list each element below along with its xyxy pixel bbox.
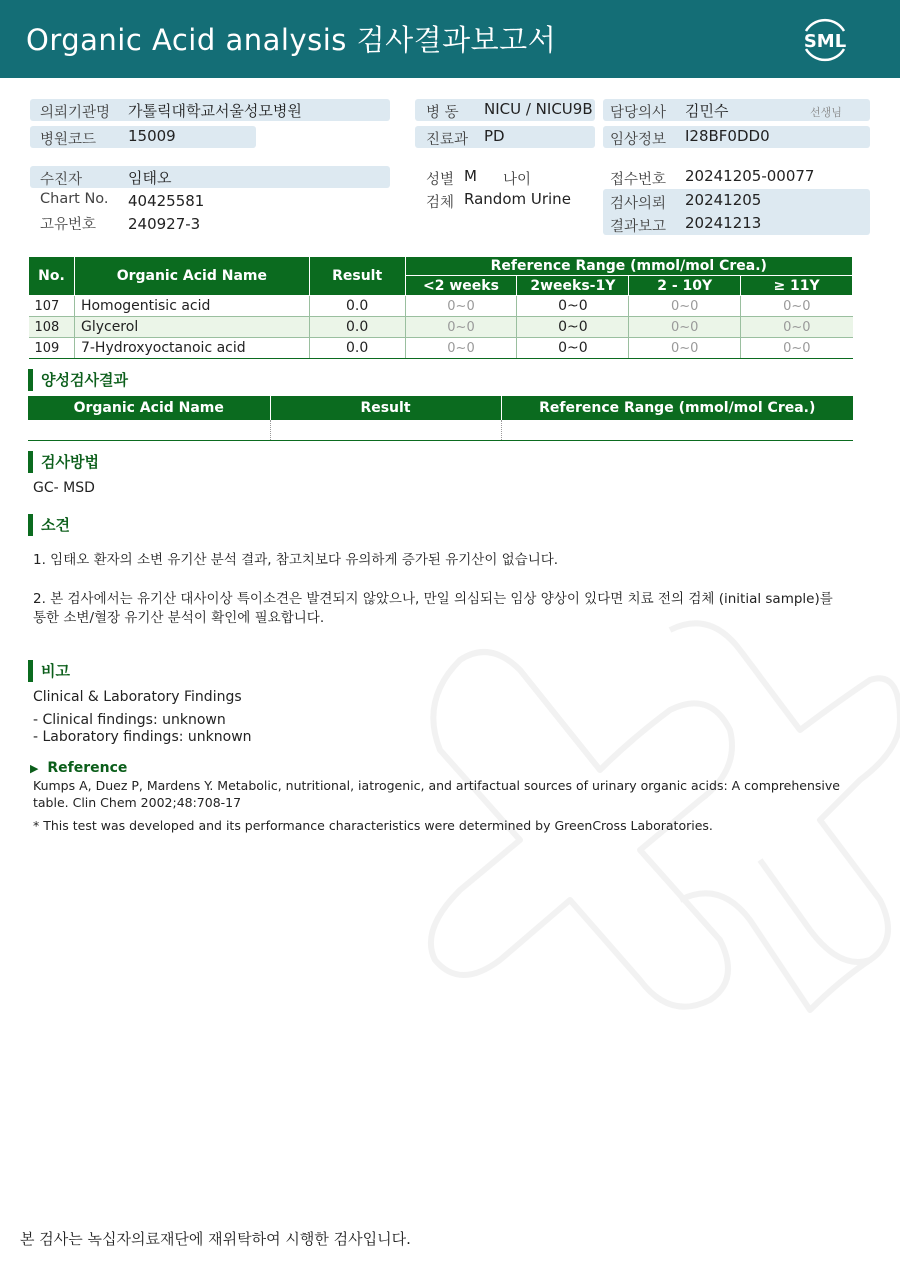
row-r4: 0~0: [741, 296, 853, 317]
receipt-value: 20241205-00077: [685, 167, 815, 185]
dept-label: 진료과: [426, 132, 469, 148]
col-no-header: No.: [29, 257, 75, 296]
doctor-value: 김민수: [685, 102, 729, 120]
reference-note: * This test was developed and its performance characteristics were determined by GreenCross Laboratories.: [33, 818, 713, 833]
reference-heading-text: Reference: [47, 760, 128, 776]
col-r4-header: ≥ 11Y: [741, 276, 853, 296]
footer-text: 본 검사는 녹십자의료재단에 재위탁하여 시행한 검사입니다.: [20, 1230, 411, 1248]
col-reference-header: Reference Range (mmol/mol Crea.): [405, 257, 852, 276]
triangle-bullet-icon: ▶: [30, 762, 39, 775]
chart-label: Chart No.: [40, 191, 109, 207]
row-r1: 0~0: [405, 338, 517, 359]
patient-value: 임태오: [128, 169, 172, 187]
clinical-label: 임상정보: [610, 132, 667, 148]
ward-value: NICU / NICU9B: [484, 100, 593, 118]
report-title: Organic Acid analysis 검사결과보고서: [26, 23, 557, 57]
hospital-code-label: 병원코드: [40, 132, 97, 148]
row-r3: 0~0: [629, 296, 741, 317]
row-r2: 0~0: [517, 338, 629, 359]
positive-name-header: Organic Acid Name: [28, 396, 270, 420]
row-r3: 0~0: [629, 338, 741, 359]
opinion-line1: 1. 임태오 환자의 소변 유기산 분석 결과, 참고치보다 유의하게 증가된 유기산이 없습니다.: [33, 552, 559, 568]
row-r4: 0~0: [741, 338, 853, 359]
positive-table: [28, 396, 853, 441]
method-text: GC- MSD: [33, 480, 95, 496]
table-row: [29, 338, 853, 359]
col-r2-header: 2weeks-1Y: [517, 276, 629, 296]
positive-heading: 양성검사결과: [28, 369, 128, 391]
row-name: Homogentisic acid: [74, 296, 309, 317]
positive-result-header: Result: [270, 396, 501, 420]
row-r2: 0~0: [517, 296, 629, 317]
opinion-heading: 소견: [28, 514, 70, 536]
table-row: [29, 317, 853, 338]
row-no: 109: [29, 338, 75, 359]
remarks-clinical: - Clinical findings: unknown: [33, 712, 226, 728]
row-no: 107: [29, 296, 75, 317]
remarks-heading: 비고: [28, 660, 70, 682]
reference-line1: Kumps A, Duez P, Mardens Y. Metabolic, nutritional, iatrogenic, and artifactual sources of urinary organic acids: A comprehensive: [33, 778, 840, 793]
row-result: 0.0: [309, 317, 405, 338]
row-r1: 0~0: [405, 296, 517, 317]
request-label: 검사의뢰: [610, 196, 667, 212]
institution-value: 가톨릭대학교서울성모병원: [128, 102, 302, 120]
row-no: 108: [29, 317, 75, 338]
row-name: 7-Hydroxyoctanoic acid: [74, 338, 309, 359]
table-row: [29, 296, 853, 317]
chart-value: 40425581: [128, 192, 205, 210]
col-r3-header: 2 - 10Y: [629, 276, 741, 296]
patient-box: [30, 166, 390, 188]
request-value: 20241205: [685, 191, 762, 209]
watermark-cross-icon: [340, 600, 900, 1160]
receipt-label: 접수번호: [610, 172, 667, 188]
specimen-value: Random Urine: [464, 190, 571, 208]
age-label: 나이: [503, 172, 532, 188]
report-header: [0, 0, 900, 78]
remarks-laboratory: - Laboratory findings: unknown: [33, 729, 252, 745]
ward-label: 병 동: [426, 105, 459, 121]
logo-text: SML: [803, 31, 847, 52]
unique-value: 240927-3: [128, 215, 201, 233]
unique-label: 고유번호: [40, 217, 97, 233]
row-name: Glycerol: [74, 317, 309, 338]
col-result-header: Result: [309, 257, 405, 296]
specimen-label: 검체: [426, 195, 455, 211]
doctor-label: 담당의사: [610, 105, 667, 121]
results-table: [28, 256, 853, 359]
opinion-line2a: 2. 본 검사에서는 유기산 대사이상 특이소견은 발견되지 않았으나, 만일 의심되는 임상 양상이 있다면 치료 전의 검체 (initial sample)를: [33, 591, 833, 607]
row-result: 0.0: [309, 296, 405, 317]
reference-line2: table. Clin Chem 2002;48:708-17: [33, 795, 242, 810]
table-row: [28, 420, 853, 441]
positive-reference-header: Reference Range (mmol/mol Crea.): [501, 396, 853, 420]
col-name-header: Organic Acid Name: [74, 257, 309, 296]
col-r1-header: <2 weeks: [405, 276, 517, 296]
report-label: 결과보고: [610, 219, 667, 235]
row-r2: 0~0: [517, 317, 629, 338]
patient-label: 수진자: [40, 172, 83, 188]
clinical-value: I28BF0DD0: [685, 127, 770, 145]
row-result: 0.0: [309, 338, 405, 359]
doctor-suffix: 선생님: [810, 106, 842, 119]
report-value: 20241213: [685, 214, 762, 232]
dept-value: PD: [484, 127, 505, 145]
sex-label: 성별: [426, 172, 455, 188]
sex-value: M: [464, 167, 477, 185]
institution-label: 의뢰기관명: [40, 105, 111, 121]
sml-logo: [798, 13, 852, 67]
row-r4: 0~0: [741, 317, 853, 338]
hospital-code-value: 15009: [128, 127, 176, 145]
reference-heading: [30, 760, 127, 776]
row-r1: 0~0: [405, 317, 517, 338]
method-heading: 검사방법: [28, 451, 99, 473]
row-r3: 0~0: [629, 317, 741, 338]
remarks-title: Clinical & Laboratory Findings: [33, 689, 242, 705]
opinion-line2b: 통한 소변/혈장 유기산 분석이 확인에 필요합니다.: [33, 610, 325, 626]
